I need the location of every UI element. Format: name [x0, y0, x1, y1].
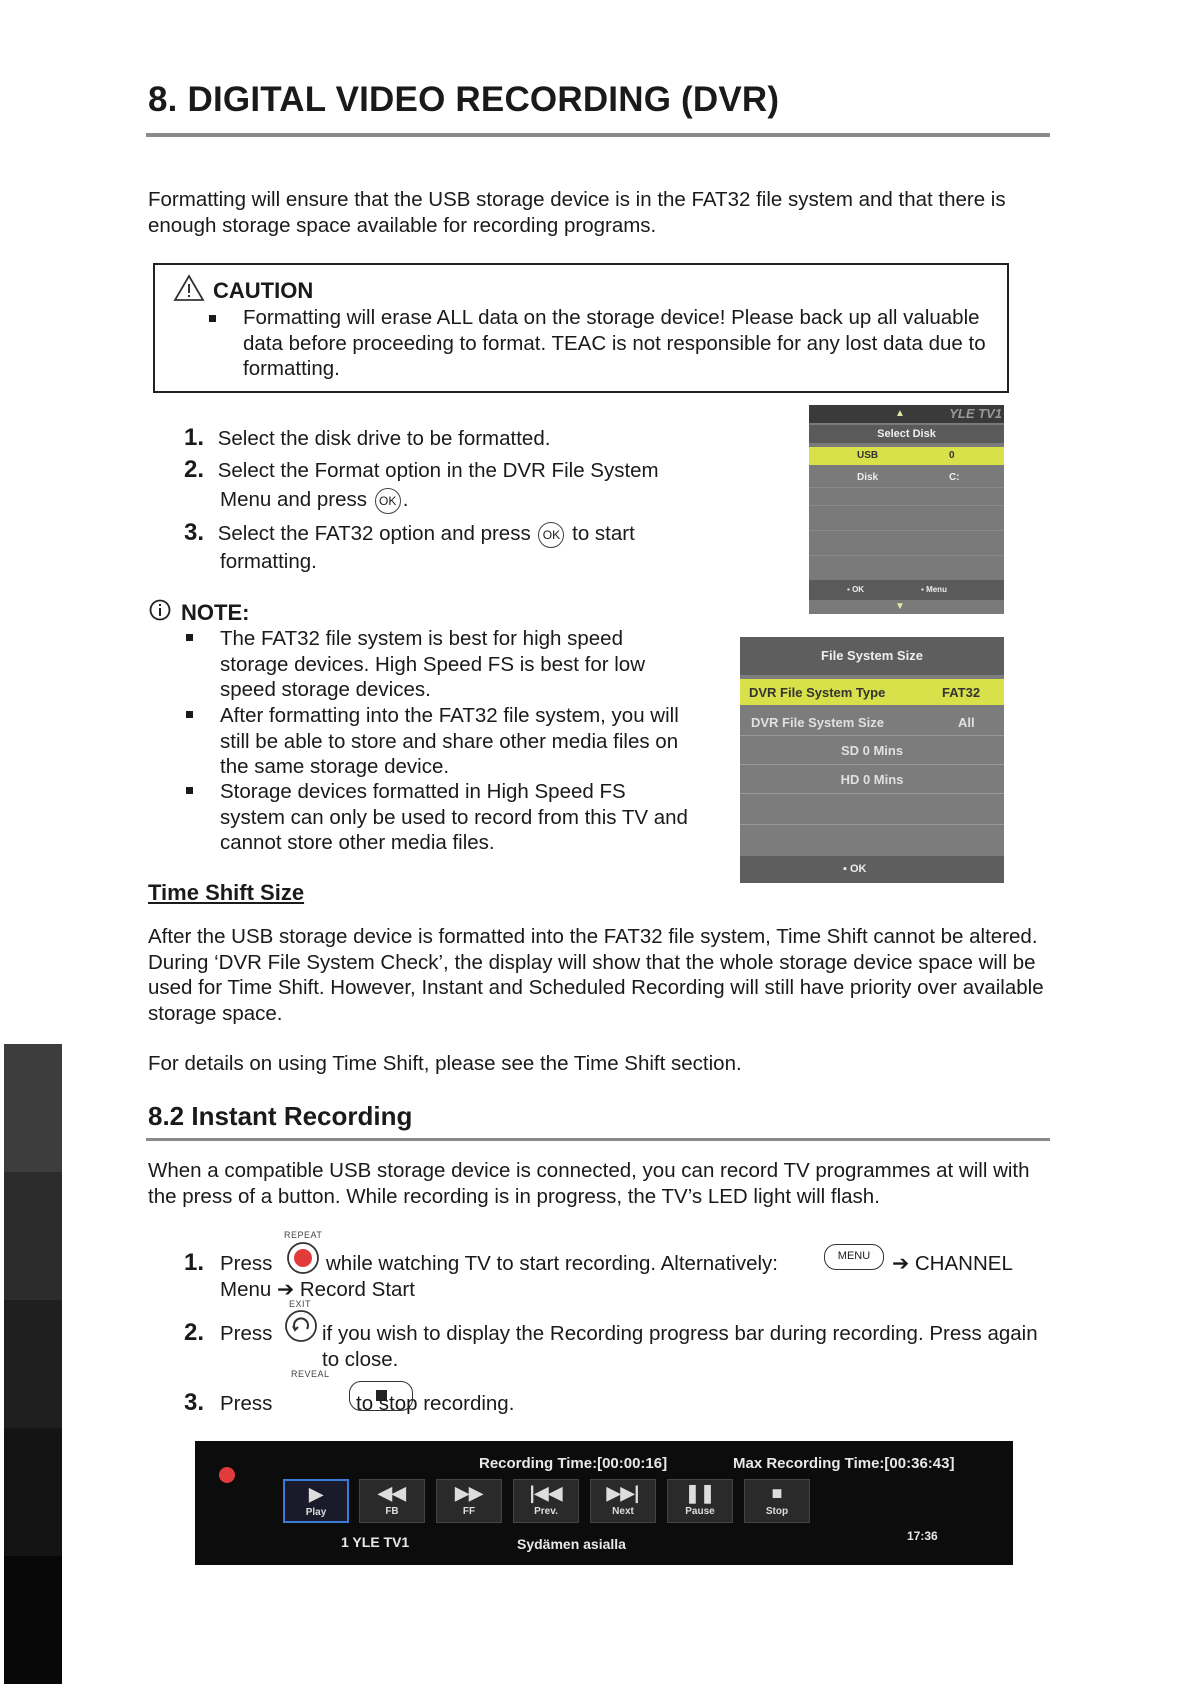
sidebar-tab	[4, 1300, 62, 1428]
fs-row: DVR File System Size All	[740, 709, 1004, 736]
channel-path: ➔ CHANNEL	[892, 1252, 1013, 1275]
next-control: ▶▶| Next	[590, 1479, 656, 1523]
press-label: Press	[220, 1322, 273, 1345]
menu-key-icon: MENU	[824, 1244, 884, 1270]
reveal-key-label: REVEAL	[291, 1369, 330, 1379]
ok-button-icon: OK	[538, 522, 564, 548]
press-label: Press	[220, 1252, 273, 1275]
record-step-2-text: if you wish to display the Recording progress bar during recording. Press again to close.	[322, 1322, 1038, 1371]
pause-icon: ❚❚	[684, 1483, 716, 1503]
format-step-2: 2. Select the Format option in the DVR File System	[184, 456, 659, 483]
fast-backward-control: ◀◀ FB	[359, 1479, 425, 1523]
caution-title: CAUTION	[213, 278, 314, 303]
ok-footer: ▪ OK	[843, 863, 867, 875]
record-step-3: 3.	[184, 1389, 205, 1416]
program-name: Sydämen asialla	[517, 1536, 626, 1552]
time-shift-paragraph: After the USB storage device is formatted into the FAT32 file system, Time Shift cannot be altered. During ‘DVR File System Check’, the display will show that the whole storage device space will be used for Time Shift. However, Instant and Scheduled Recording will still have priority over available storage space.	[148, 925, 1044, 1025]
format-step-3: 3. Select the FAT32 option and press OK to start	[184, 519, 635, 546]
note-item: Storage devices formatted in High Speed FS system can only be used to record from this TV and cannot store other media files.	[220, 780, 688, 854]
select-disk-title: Select Disk	[809, 425, 1004, 443]
exit-button-icon	[284, 1309, 318, 1348]
ok-button-icon: OK	[375, 488, 401, 514]
instant-recording-heading: 8.2 Instant Recording	[148, 1101, 413, 1131]
menu-path: Menu ➔ Record Start	[220, 1278, 415, 1301]
up-arrow-icon: ▲	[895, 408, 905, 419]
ok-footer: ▪ OK	[847, 585, 865, 594]
bullet	[186, 787, 193, 794]
pause-control: ❚❚ Pause	[667, 1479, 733, 1523]
info-icon	[149, 599, 171, 626]
time-shift-heading: Time Shift Size	[148, 880, 305, 905]
file-system-size-screenshot	[740, 637, 1004, 883]
sidebar-tab	[4, 1172, 62, 1300]
menu-footer: ▪ Menu	[921, 585, 947, 594]
sidebar-tab	[4, 1428, 62, 1556]
channel-name: 1 YLE TV1	[341, 1534, 410, 1550]
format-step-1: 1. Select the disk drive to be formatted.	[184, 424, 551, 451]
fs-row: DVR File System Type FAT32	[740, 679, 1004, 705]
max-recording-time: Max Recording Time:[00:36:43]	[733, 1455, 955, 1472]
repeat-key-label: REPEAT	[284, 1230, 323, 1240]
exit-key-label: EXIT	[289, 1299, 312, 1309]
fs-row: SD 0 Mins	[740, 738, 1004, 765]
record-step-1-text: while watching TV to start recording. Alternatively:	[326, 1252, 778, 1275]
bullet	[186, 711, 193, 718]
warning-icon	[173, 274, 205, 307]
down-arrow-icon: ▼	[895, 601, 905, 612]
previous-icon: |◀◀	[529, 1483, 563, 1503]
record-button-icon	[286, 1241, 320, 1280]
next-icon: ▶▶|	[606, 1483, 640, 1503]
section-rule	[146, 1138, 1050, 1141]
recording-indicator-icon	[219, 1467, 235, 1483]
recording-time: Recording Time:[00:00:16]	[479, 1455, 668, 1472]
time-shift-reference: For details on using Time Shift, please see the Time Shift section.	[148, 1052, 742, 1075]
channel-logo: YLE TV1	[949, 406, 1002, 421]
note-item: After formatting into the FAT32 file system, you will still be able to store and share other media files on the same storage device.	[220, 704, 679, 778]
record-step-1: 1.	[184, 1249, 205, 1276]
caution-box	[153, 263, 1009, 393]
select-disk-footer	[809, 580, 1004, 600]
select-disk-screenshot	[809, 405, 1004, 614]
play-icon: ▶	[309, 1484, 323, 1504]
note-item: The FAT32 file system is best for high speed storage devices. High Speed FS is best for low speed storage devices.	[220, 627, 646, 701]
previous-control: |◀◀ Prev.	[513, 1479, 579, 1523]
bullet	[209, 315, 216, 322]
select-disk-row: USB 0	[809, 447, 1004, 465]
sidebar-tab	[4, 1044, 62, 1172]
record-step-3-text: to stop recording.	[356, 1392, 515, 1415]
format-step-2-cont: Menu and press OK .	[220, 487, 408, 514]
fs-title: File System Size	[740, 637, 1004, 675]
title-rule	[146, 133, 1050, 137]
page-title: 8. DIGITAL VIDEO RECORDING (DVR)	[148, 80, 780, 119]
stop-icon: ■	[771, 1483, 783, 1503]
play-control: ▶ Play	[283, 1479, 349, 1523]
fs-row: HD 0 Mins	[740, 767, 1004, 794]
caution-text: Formatting will erase ALL data on the storage device! Please back up all valuable data before proceeding to format. TEAC is not responsible for any lost data due to formatting.	[243, 306, 986, 380]
stop-control: ■ Stop	[744, 1479, 810, 1523]
select-disk-row: Disk C:	[809, 469, 1004, 488]
instant-intro: When a compatible USB storage device is connected, you can record TV programmes at will with the press of a button. While recording is in progress, the TV’s LED light will flash.	[148, 1159, 1030, 1208]
note-title: NOTE:	[181, 600, 250, 625]
fast-forward-control: ▶▶ FF	[436, 1479, 502, 1523]
recording-progress-bar-screenshot	[195, 1441, 1013, 1565]
format-step-3-cont: formatting.	[220, 550, 317, 573]
clock: 17:36	[907, 1529, 938, 1543]
intro-paragraph: Formatting will ensure that the USB storage device is in the FAT32 file system and that there is enough storage space available for recording programs.	[148, 188, 1006, 237]
bullet	[186, 634, 193, 641]
fs-footer	[740, 856, 1004, 883]
sidebar-tab	[4, 1556, 62, 1684]
fast-forward-icon: ▶▶	[455, 1483, 483, 1503]
record-step-2: 2.	[184, 1319, 205, 1346]
press-label: Press	[220, 1392, 273, 1415]
fast-backward-icon: ◀◀	[378, 1483, 406, 1503]
